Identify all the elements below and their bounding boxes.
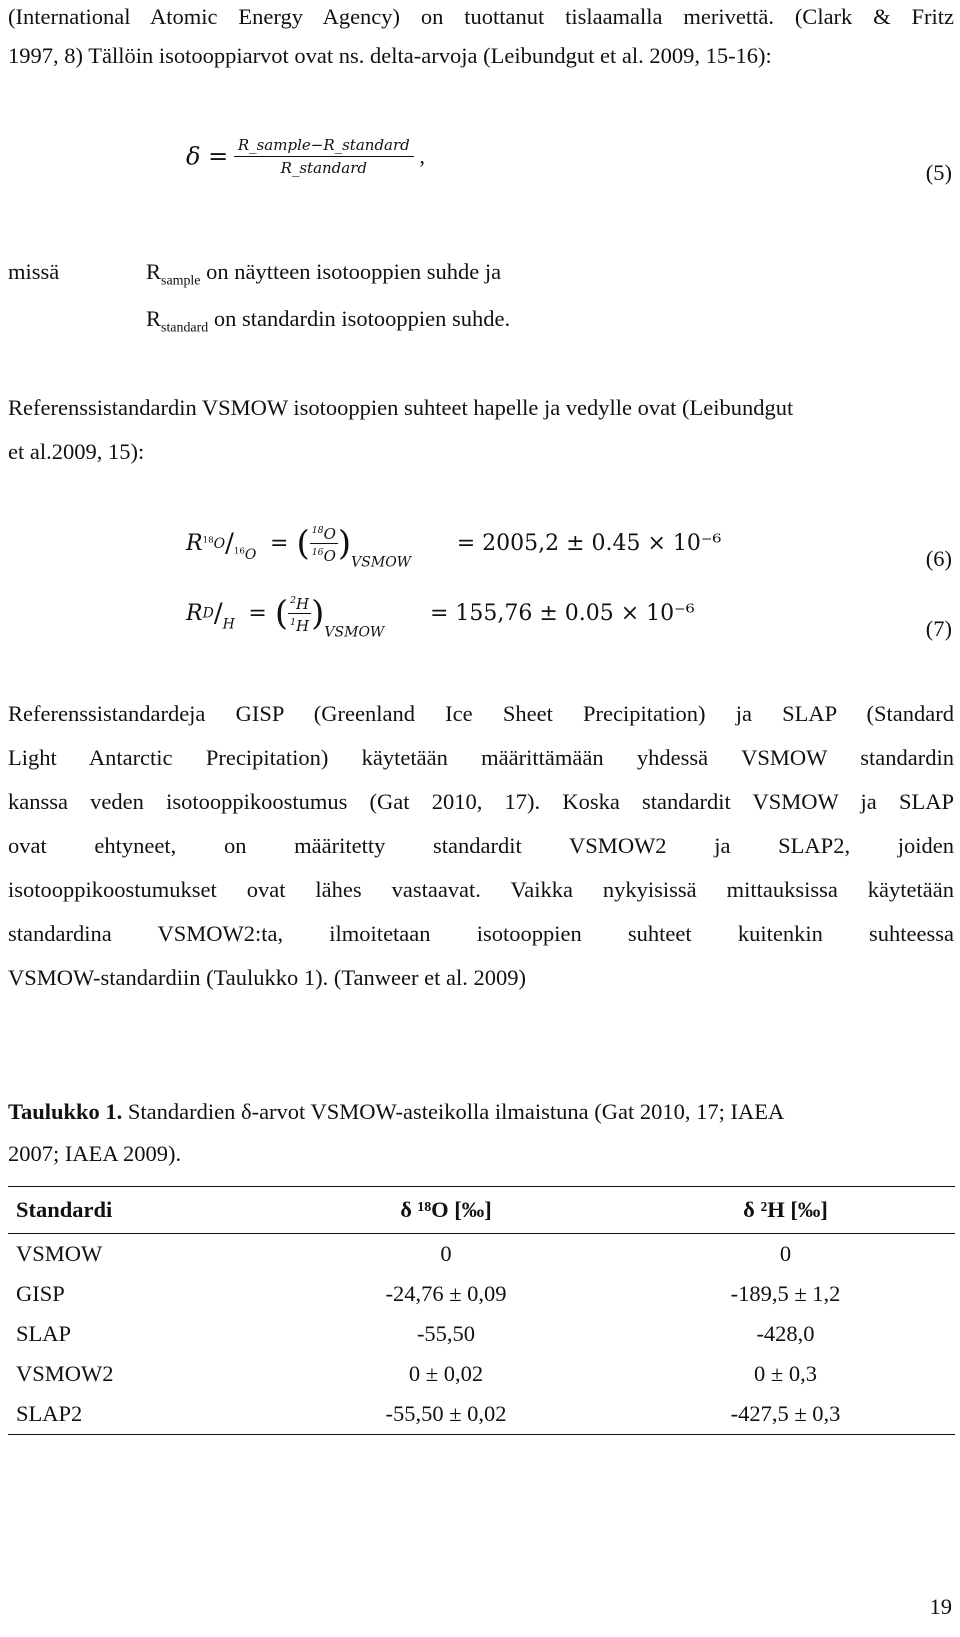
para3-line-6: standardina VSMOW2:ta, ilmoitetaan isotooppien suhteet kuitenkin suhteessa [8,921,954,946]
eq7-number: (7) [925,616,952,641]
eq7-subscript: VSMOW [324,624,385,641]
table-row [8,1314,955,1354]
para3-line-7: VSMOW-standardiin (Taulukko 1). (Tanweer et al. 2009) [8,965,526,990]
para2-line-1: Referenssistandardin VSMOW isotooppien suhteet hapelle ja vedylle ovat (Leibundgut [8,395,794,420]
equation-5 [186,136,425,177]
cell-delta-18o: 0 [440,1241,452,1266]
eq5-lhs: δ = [186,142,229,171]
cell-delta-2h: -428,0 [756,1321,815,1346]
cell-standard: VSMOW [16,1241,103,1266]
cell-delta-2h: 0 ± 0,3 [754,1361,817,1386]
para3-line-4: ovat ehtyneet, on määritetty standardit VSMOW2 ja SLAP2, joiden [8,833,954,858]
header-delta-18o: δ ¹⁸O [‰] [400,1197,492,1222]
intro-line-1: (International Atomic Energy Agency) on tuottanut tislaamalla merivettä. (Clark & Fritz [8,4,954,29]
header-standard: Standardi [16,1197,113,1222]
eq5-fraction [234,136,414,177]
para2-line-2: et al.2009, 15): [8,439,145,464]
definition-sample [146,259,501,290]
table-row [8,1234,955,1275]
cell-delta-2h: -427,5 ± 0,3 [730,1401,841,1426]
def2-sub: standard [161,320,209,336]
cell-delta-2h: -189,5 ± 1,2 [730,1281,841,1306]
page-number: 19 [929,1594,952,1619]
def1-sub: sample [161,273,201,289]
eq6-rhs: = 2005,2 ± 0.45 × 10⁻⁶ [456,531,722,556]
eq5-number: (5) [925,160,952,185]
where-label: missä [8,259,60,284]
eq6-number: (6) [925,546,952,571]
equation-7: $RD/_H$ = ( $\frac{^2H}{^1H}$ )$_{VSMOW} = 155,76 \pm 0.05 \times 10^{-6}$ [186,593,695,641]
cell-standard: SLAP [16,1321,72,1346]
cell-standard: SLAP2 [16,1401,83,1426]
eq5-denominator: R_standard [280,159,368,177]
table-row [8,1394,955,1435]
table-caption-label: Taulukko 1. [8,1099,123,1124]
intro-line-2: 1997, 8) Tällöin isotooppiarvot ovat ns. delta-arvoja (Leibundgut et al. 2009, 15-16): [8,43,772,68]
para3-line-3: kanssa veden isotooppikoostumus (Gat 2010, 17). Koska standardit VSMOW ja SLAP [8,789,954,814]
table-row [8,1274,955,1314]
equation-6: $R^{18}O/_{^{16}O}$ = ( $\frac{^{18}O}{^{16}O}$ )$_{VSMOW} = 2005,2 \pm 0.45 \times 10^{-6}$ [186,523,722,571]
eq7-rhs: = 155,76 ± 0.05 × 10⁻⁶ [429,601,695,626]
cell-delta-18o: -55,50 ± 0,02 [385,1401,507,1426]
eq5-comma: , [419,143,426,169]
table-caption-text: Standardien δ-arvot VSMOW-asteikolla ilmaistuna (Gat 2010, 17; IAEA [122,1099,785,1124]
def2-text: on standardin isotooppien suhde. [213,306,511,331]
def1-text: on näytteen isotooppien suhde ja [206,259,502,284]
header-delta-2h: δ ²H [‰] [743,1197,828,1222]
table-row [8,1354,955,1394]
def2-symbol: R [146,306,162,331]
cell-delta-18o: 0 ± 0,02 [408,1361,484,1386]
table-caption-line-1 [8,1099,784,1125]
definition-standard [146,306,510,337]
table-caption-line-2: 2007; IAEA 2009). [8,1141,182,1166]
cell-standard: VSMOW2 [16,1361,114,1386]
standards-table [8,1186,955,1435]
eq5-numerator: R_sample−R_standard [234,136,414,157]
eq6-subscript: VSMOW [351,554,412,571]
para3-line-1: Referenssistandardeja GISP (Greenland Ice Sheet Precipitation) ja SLAP (Standard [8,701,954,726]
cell-delta-2h: 0 [779,1241,792,1266]
para3-line-5: isotooppikoostumukset ovat lähes vastaavat. Vaikka nykyisissä mittauksissa käytetään [8,877,954,902]
cell-delta-18o: -24,76 ± 0,09 [385,1281,507,1306]
def1-symbol: R [146,259,162,284]
table-header-row [8,1187,955,1234]
cell-delta-18o: -55,50 [416,1321,476,1346]
para3-line-2: Light Antarctic Precipitation) käytetään määrittämään yhdessä VSMOW standardin [8,745,954,770]
cell-standard: GISP [16,1281,65,1306]
